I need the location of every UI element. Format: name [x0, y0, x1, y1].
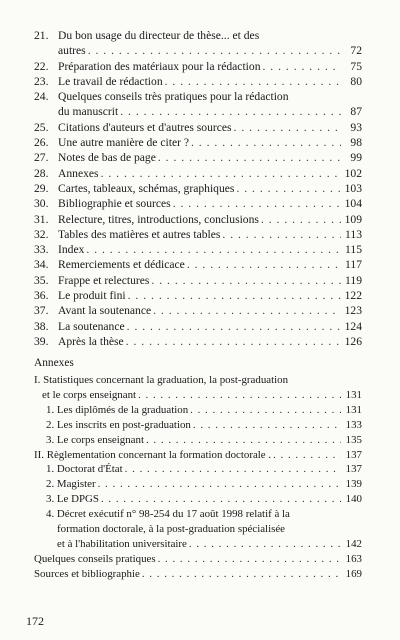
annex-subentry	[34, 418, 362, 433]
annex-entry-title-cont: et le corps enseignant	[42, 388, 137, 401]
annex-entry-page: 163	[345, 552, 362, 565]
toc-entry-title-cont: autres	[58, 44, 86, 58]
toc-entry	[34, 135, 362, 150]
annex-entry-title: I. Statistiques concernant la graduation, la post-graduation	[34, 374, 289, 386]
leader-dots	[127, 319, 341, 334]
toc-entry-title: La soutenance	[58, 319, 125, 333]
toc-entry-title: Le produit fini	[58, 289, 126, 303]
annex-subentry-title: 1. Les diplômés de la graduation	[46, 403, 189, 416]
annex-entry	[34, 448, 362, 463]
toc-entry-number: 38.	[34, 319, 49, 333]
leader-dots	[138, 388, 341, 403]
toc-entry-page: 117	[345, 258, 362, 272]
toc-entry-number: 36.	[34, 289, 49, 303]
toc-entry-title: Le travail de rédaction	[58, 74, 163, 88]
leader-dots	[146, 433, 341, 448]
leader-dots	[98, 477, 341, 492]
toc-entry	[34, 196, 362, 211]
annex-subentry-page: 139	[345, 478, 362, 491]
toc-entry-page: 99	[350, 151, 362, 165]
toc-entry-number: 23.	[34, 74, 49, 88]
toc-entry-page: 124	[344, 319, 362, 333]
leader-dots	[120, 104, 341, 119]
annex-subentry	[34, 433, 362, 448]
leader-dots	[126, 334, 341, 349]
annex-subentry-title-cont: et à l'habilitation universitaire	[57, 537, 187, 550]
toc-entry-page: 98	[350, 136, 362, 150]
toc-entry-number: 35.	[34, 273, 49, 287]
annex-subentry-title: 2. Magister	[46, 478, 96, 491]
annex-entry-page: 169	[345, 567, 362, 580]
toc-entry	[34, 120, 362, 135]
annex-subentry-page: 142	[345, 537, 362, 550]
annex-subentry	[34, 462, 362, 477]
toc-entry-title: Une autre manière de citer ?	[58, 136, 189, 150]
toc-entry-page: 119	[345, 273, 362, 287]
annex-subentry-title: 3. Le corps enseignant	[46, 433, 144, 446]
annex-entry	[34, 373, 362, 388]
annex-entry	[34, 552, 362, 567]
annex-entry-title: Quelques conseils pratiques	[34, 552, 156, 565]
leader-dots	[142, 567, 341, 582]
page-number: 172	[26, 614, 44, 628]
leader-dots	[165, 74, 341, 89]
toc-entry	[34, 74, 362, 89]
annex-entry-title: II. Règlementation concernant la formation doctorale .	[34, 448, 272, 461]
leader-dots	[101, 492, 341, 507]
toc-entry	[34, 257, 362, 272]
toc-entry-page: 93	[350, 120, 362, 134]
leader-dots	[125, 462, 341, 477]
toc-entry-page: 80	[350, 74, 362, 88]
toc-entry-number: 25.	[34, 120, 49, 134]
annex-subentry-title: 4. Décret exécutif n° 98-254 du 17 août 1998 relatif à la	[46, 508, 290, 521]
toc-entry-title: Après la thèse	[58, 334, 124, 348]
leader-dots	[236, 181, 341, 196]
toc-entry-number: 27.	[34, 151, 49, 165]
toc-entry-page: 102	[344, 166, 362, 180]
annex-subentry-title-cont: formation doctorale, à la post-graduation spécialisée	[57, 523, 286, 536]
toc-entry-number: 39.	[34, 334, 49, 348]
leader-dots	[222, 227, 341, 242]
leader-dots	[189, 537, 341, 552]
annex-entry-title: Sources et bibliographie	[34, 567, 140, 580]
toc-entry	[34, 288, 362, 303]
toc-entry	[34, 334, 362, 349]
toc-entry	[34, 28, 362, 43]
toc-entry-title: Frappe et relectures	[58, 273, 150, 287]
toc-entry	[34, 319, 362, 334]
leader-dots	[158, 552, 341, 567]
annex-subentry-page: 131	[345, 403, 362, 416]
annex-subentry-page: 137	[345, 463, 362, 476]
annex-subentry-continuation	[34, 522, 362, 537]
toc-entry	[34, 150, 362, 165]
toc-entry-number: 28.	[34, 166, 49, 180]
toc-entry-continuation	[34, 104, 362, 119]
leader-dots	[86, 242, 341, 257]
annex-subentry-title: 1. Doctorat d'État	[46, 463, 123, 476]
toc-entry-title: Avant la soutenance	[58, 304, 152, 318]
toc-entry-page: 123	[344, 304, 362, 318]
toc-entry-title: Tables des matières et autres tables	[58, 227, 221, 241]
annex-subentry	[34, 477, 362, 492]
leader-dots	[234, 120, 341, 135]
toc-entry-number: 26.	[34, 136, 49, 150]
toc-entry-page: 113	[345, 227, 362, 241]
toc-entry-title: Notes de bas de page	[58, 151, 156, 165]
toc-entry-number: 21.	[34, 29, 49, 42]
toc-entry-title: Index	[58, 243, 85, 257]
toc-entry-title: Cartes, tableaux, schémas, graphiques	[58, 181, 235, 195]
toc-entry-title: Du bon usage du directeur de thèse... et des	[58, 29, 260, 42]
leader-dots	[193, 418, 341, 433]
annex-entry-page: 131	[345, 388, 362, 401]
annex-subentry	[34, 492, 362, 507]
toc-entry-page: 109	[344, 212, 362, 226]
toc-entry	[34, 212, 362, 227]
annex-entry-continuation	[34, 388, 362, 403]
toc-entry-title: Préparation des matériaux pour la rédaction	[58, 59, 261, 73]
toc-entry-number: 24.	[34, 90, 49, 104]
toc-entry-title: Annexes	[58, 166, 99, 180]
toc-entry-title: Remerciements et dédicace	[58, 258, 185, 272]
toc-entry-page: 72	[350, 44, 362, 58]
leader-dots	[101, 166, 341, 181]
leader-dots	[128, 288, 341, 303]
toc-entry-page: 103	[344, 181, 362, 195]
toc-entry	[34, 59, 362, 74]
annex-entry-page: 137	[345, 448, 362, 461]
toc-entry	[34, 242, 362, 257]
toc-entry	[34, 89, 362, 104]
leader-dots	[190, 403, 341, 418]
annex-subentry	[34, 507, 362, 522]
toc-entry-title: Quelques conseils très pratiques pour la rédaction	[58, 90, 289, 104]
toc-entry-number: 33.	[34, 243, 49, 257]
annex-subentry-continuation	[34, 537, 362, 552]
toc-entry-number: 37.	[34, 304, 49, 318]
toc-entry-page: 75	[350, 59, 362, 73]
toc-entry-number: 30.	[34, 197, 49, 211]
toc-entry-page: 104	[344, 197, 362, 211]
leader-dots	[153, 303, 341, 318]
toc-entry	[34, 181, 362, 196]
leader-dots	[173, 196, 341, 211]
toc-entry-number: 34.	[34, 258, 49, 272]
toc-entry-number: 29.	[34, 181, 49, 195]
toc-entry-number: 31.	[34, 212, 49, 226]
toc-entry-continuation	[34, 43, 362, 58]
toc-entry-page: 87	[350, 105, 362, 119]
annexes-section	[34, 356, 362, 582]
toc-entry-page: 126	[344, 334, 362, 348]
toc-entry-number: 22.	[34, 59, 49, 73]
leader-dots	[187, 257, 341, 272]
toc-entry-title-cont: du manuscrit	[58, 105, 119, 119]
annex-subentry-page: 140	[345, 493, 362, 506]
annexes-heading: Annexes	[34, 357, 74, 369]
toc-entry-number: 32.	[34, 227, 49, 241]
toc-entry-title: Relecture, titres, introductions, conclusions	[58, 212, 259, 226]
leader-dots	[88, 43, 341, 58]
toc-entry	[34, 273, 362, 288]
leader-dots	[151, 273, 341, 288]
annex-subentry	[34, 403, 362, 418]
leader-dots	[191, 135, 341, 150]
toc-entry-title: Bibliographie et sources	[58, 197, 171, 211]
toc-entry-page: 122	[344, 289, 362, 303]
toc-entry	[34, 303, 362, 318]
toc-entry	[34, 166, 362, 181]
leader-dots	[158, 150, 341, 165]
annex-subentry-page: 135	[345, 433, 362, 446]
annex-subentry-title: 2. Les inscrits en post-graduation	[46, 418, 191, 431]
table-of-contents	[34, 28, 362, 349]
annex-subentry-title: 3. Le DPGS	[46, 493, 99, 506]
leader-dots	[261, 212, 341, 227]
annex-subentry-page: 133	[345, 418, 362, 431]
toc-entry	[34, 227, 362, 242]
toc-entry-page: 115	[345, 243, 362, 257]
toc-entry-title: Citations d'auteurs et d'autres sources	[58, 120, 232, 134]
annex-entry	[34, 567, 362, 582]
leader-dots	[273, 448, 341, 463]
leader-dots	[263, 59, 342, 74]
